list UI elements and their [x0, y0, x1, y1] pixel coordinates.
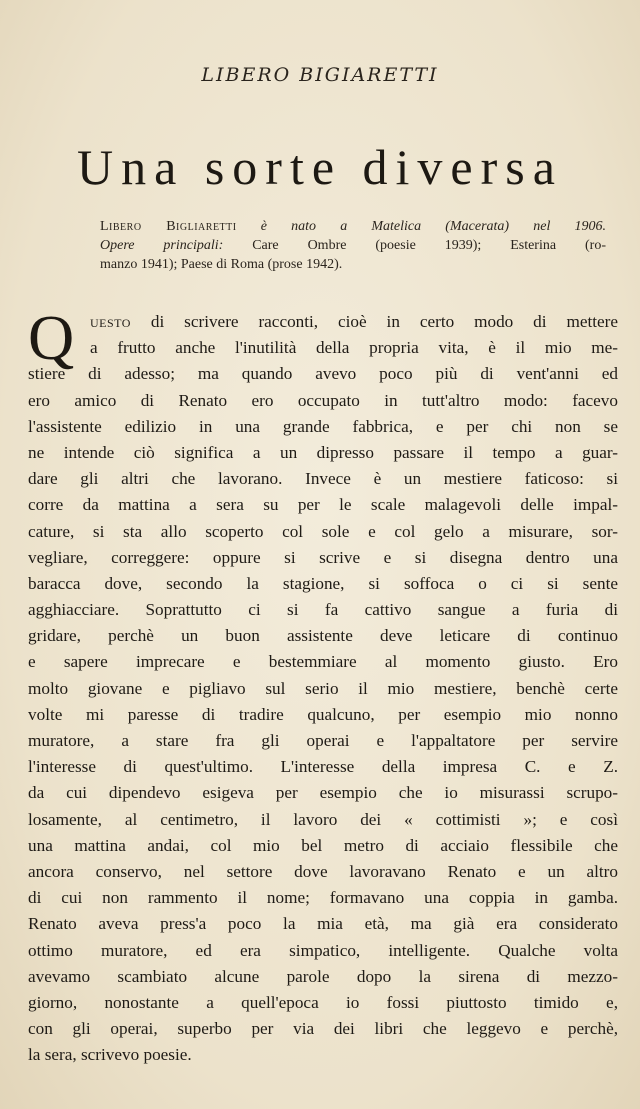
- story-line: giorno, nonostante a quell'epoca io fossi piuttosto timido e,: [28, 992, 618, 1012]
- story-line: l'assistente edilizio in una grande fabbrica, e per chi non se: [28, 416, 618, 436]
- author-name: LIBERO BIGIARETTI: [201, 64, 439, 86]
- bio-works-2: manzo 1941); Paese di Roma (prose 1942).: [100, 257, 343, 272]
- story-line: corre da mattina a sera su per le scale malagevoli delle impal-: [28, 495, 618, 515]
- story-line: ero amico di Renato ero occupato in tutt'altro modo: facevo: [28, 390, 618, 410]
- story-line: di cui non rammento il nome; formavano una coppia in gamba.: [28, 888, 618, 908]
- bio-line-3: [100, 255, 606, 274]
- story-line: avevamo scambiato alcune parole dopo la sirena di mezzo-: [28, 966, 618, 986]
- first-word: uesto: [90, 312, 131, 331]
- story-line: una mattina andai, col mio bel metro di acciaio flessibile che: [28, 835, 618, 855]
- author-bio: [100, 217, 606, 274]
- story-line: molto giovane e pigliavo sul serio il mio mestiere, benchè certe: [28, 678, 618, 698]
- story-line: con gli operai, superbo per via dei libri che leggevo e perchè,: [28, 1019, 618, 1039]
- story-line: losamente, al centimetro, il lavoro dei « cottimisti »; e così: [28, 809, 618, 829]
- story-line: l'interesse di quest'ultimo. L'interesse della impresa C. e Z.: [28, 757, 618, 777]
- story-line: cature, si sta allo scoperto col sole e col gelo a misurare, sor-: [28, 521, 618, 541]
- story-line: ottimo muratore, ed era simpatico, intelligente. Qualche volta: [28, 940, 618, 960]
- story-title: Una sorte diversa: [77, 139, 563, 195]
- story-line: vegliare, correggere: oppure si scrive e si disegna dentro una: [28, 547, 618, 567]
- bio-author-name: Libero Bigliaretti: [100, 219, 237, 234]
- story-line: gridare, perchè un buon assistente deve leticare di continuo: [28, 626, 618, 646]
- story-line: da cui dipendevo esigeva per esempio che io misurassi scrupo-: [28, 783, 618, 803]
- story-line: e sapere imprecare e bestemmiare al momento giusto. Ero: [28, 652, 618, 672]
- story-line: ne intende ciò significa a un dipresso passare il tempo a guar-: [28, 442, 618, 462]
- story-line: baracca dove, secondo la stagione, si soffoca o ci si sente: [28, 573, 618, 593]
- story-text: [28, 302, 618, 1068]
- story-line: stiere di adesso; ma quando avevo poco più di vent'anni ed: [28, 364, 618, 384]
- story-line: a frutto anche l'inutilità della propria vita, è il mio me-: [90, 338, 618, 358]
- bio-line-2: [100, 236, 606, 255]
- story-line: muratore, a stare fra gli operai e l'appaltatore per servire: [28, 731, 618, 750]
- story-line: ancora conservo, nel settore dove lavoravano Renato e un altro: [28, 861, 618, 881]
- story-line: Renato aveva press'a poco la mia età, ma già era considerato: [28, 914, 618, 934]
- bio-works-1: Care Ombre (poesie 1939); Esterina (ro-: [223, 238, 606, 253]
- bio-line-1: [100, 217, 606, 236]
- bio-works-label: Opere principali:: [100, 238, 224, 253]
- drop-cap: Q: [28, 302, 75, 373]
- story-line: dare gli altri che lavorano. Invece è un mestiere faticoso: si: [28, 469, 618, 489]
- story-line: uesto di scrivere racconti, cioè in certo modo di mettere: [90, 312, 618, 331]
- story-line: volte mi paresse di tradire qualcuno, per esempio mio nonno: [28, 704, 618, 724]
- bio-birth: è nato a Matelica (Macerata) nel 1906.: [236, 219, 607, 234]
- story-line: agghiacciare. Soprattutto ci si fa cattivo sangue a furia di: [28, 600, 618, 620]
- story-line: la sera, scrivevo poesie.: [28, 1045, 192, 1065]
